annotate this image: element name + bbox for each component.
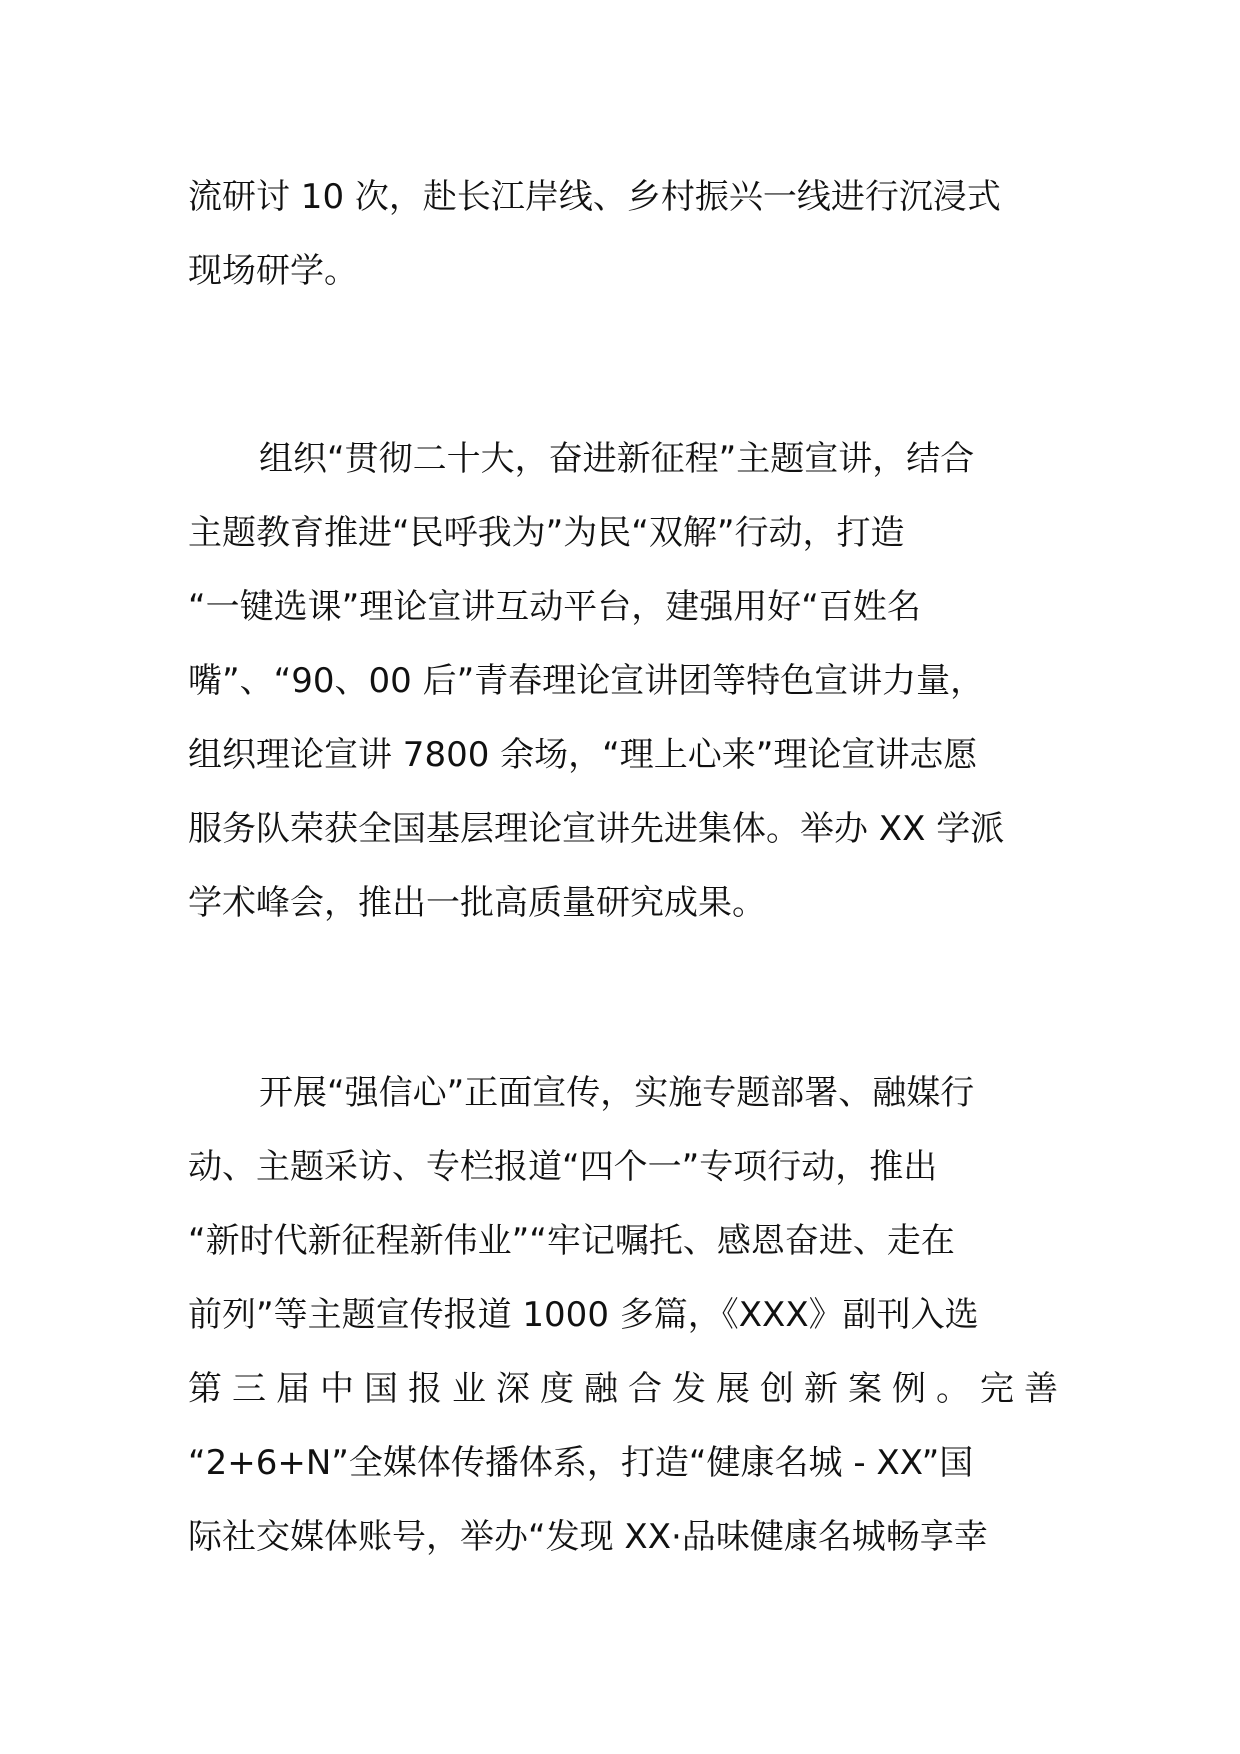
paragraph-1 (188, 160, 1068, 308)
paragraph-line: 动、主题采访、专栏报道“四个一”专项行动，推出 (188, 1147, 938, 1187)
paragraph-first-line: 组织“贯彻二十大，奋进新征程”主题宣讲，结合 (259, 439, 975, 479)
paragraph-3 (188, 1056, 1068, 1574)
paragraph-line: “新时代新征程新伟业”“牢记嘱托、感恩奋进、走在 (188, 1221, 955, 1261)
paragraph-line: 组织理论宣讲 7800 余场，“理上心来”理论宣讲志愿 (188, 735, 978, 775)
paragraph-line: 第三届中国报业深度融合发展创新案例。完善 (188, 1369, 1068, 1409)
paragraph-line: “2+6+N”全媒体传播体系，打造“健康名城 - XX”国 (188, 1443, 974, 1483)
paragraph-line: “一键选课”理论宣讲互动平台，建强用好“百姓名 (188, 587, 921, 627)
paragraph-first-line: 开展“强信心”正面宣传，实施专题部署、融媒行 (259, 1073, 975, 1113)
paragraph-line: 际社交媒体账号，举办“发现 XX·品味健康名城畅享幸 (188, 1517, 988, 1557)
paragraph-2 (188, 422, 1068, 940)
paragraph-line: 主题教育推进“民呼我为”为民“双解”行动，打造 (188, 513, 905, 553)
paragraph-line: 前列”等主题宣传报道 1000 多篇，《XXX》副刊入选 (188, 1295, 979, 1335)
paragraph-line: 服务队荣获全国基层理论宣讲先进集体。举办 XX 学派 (188, 809, 1005, 849)
paragraph-line: 流研讨 10 次，赴长江岸线、乡村振兴一线进行沉浸式 (188, 177, 1001, 217)
paragraph-line: 现场研学。 (188, 251, 358, 291)
paragraph-line: 嘴”、“90、00 后”青春理论宣讲团等特色宣讲力量， (188, 661, 985, 701)
paragraph-line: 学术峰会，推出一批高质量研究成果。 (188, 883, 766, 923)
